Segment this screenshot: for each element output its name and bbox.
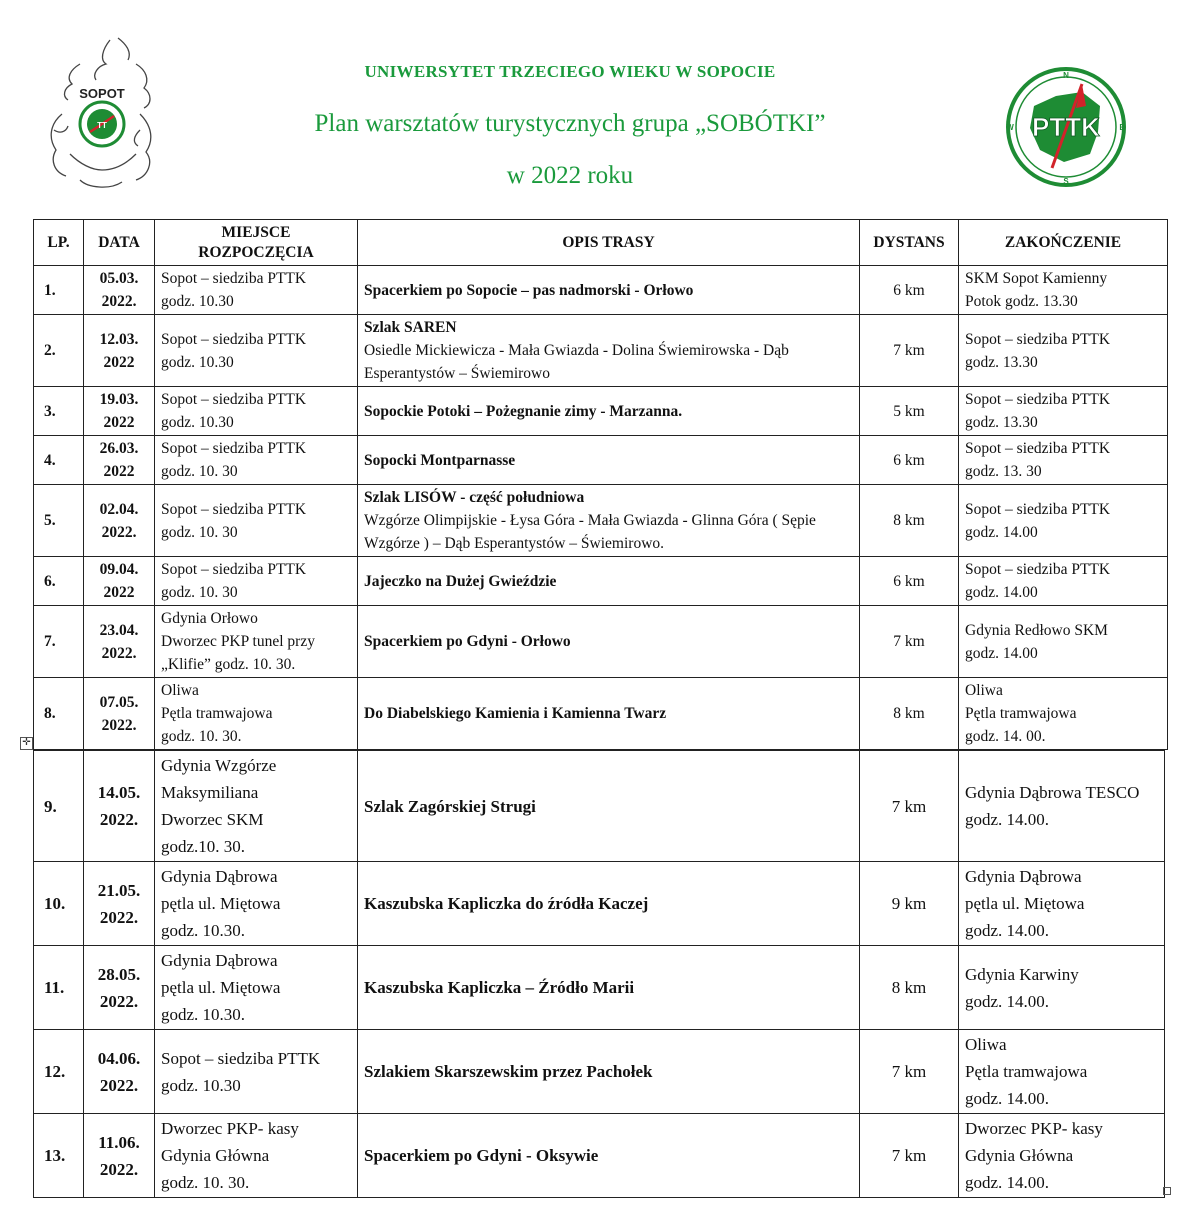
route-title: Spacerkiem po Sopocie – pas nadmorski - Orłowo [364, 281, 694, 299]
row-route [358, 1030, 860, 1114]
row-end-place: Gdynia Dąbrowa TESCO godz. 14.00. [959, 751, 1165, 862]
row-distance: 7 km [860, 315, 959, 387]
compass-s-label: S [1063, 177, 1069, 186]
row-start-place: Sopot – siedziba PTTK godz. 10. 30 [155, 557, 358, 606]
row-end-place: Sopot – siedziba PTTK godz. 13.30 [959, 315, 1168, 387]
row-distance: 8 km [860, 946, 959, 1030]
row-lp: 1. [34, 266, 84, 315]
route-description: Osiedle Mickiewicza - Mała Gwiazda - Dolina Świemirowska - Dąb Esperantystów – Świemirowo [364, 342, 789, 382]
row-route [358, 946, 860, 1030]
pttk-logo-text: PTTK [1032, 112, 1100, 142]
row-end-place: SKM Sopot Kamienny Potok godz. 13.30 [959, 266, 1168, 315]
col-header-lp: LP. [34, 220, 84, 266]
table-row [34, 436, 1168, 485]
row-route [358, 485, 860, 557]
table-row [34, 1114, 1165, 1198]
row-lp: 6. [34, 557, 84, 606]
row-route [358, 678, 860, 750]
row-distance: 7 km [860, 1030, 959, 1114]
table-row [34, 678, 1168, 750]
row-start-place: Sopot – siedziba PTTK godz. 10.30 [155, 315, 358, 387]
route-title: Jajeczko na Dużej Gwieździe [364, 572, 557, 590]
route-title: Kaszubska Kapliczka do źródła Kaczej [364, 894, 649, 913]
document-title: Plan warsztatów turystycznych grupa „SOBÓTKI” [314, 110, 826, 137]
table-row [34, 946, 1165, 1030]
row-end-place: Dworzec PKP- kasy Gdynia Główna godz. 14.00. [959, 1114, 1165, 1198]
table-row [34, 606, 1168, 678]
row-distance: 7 km [860, 751, 959, 862]
row-route [358, 751, 860, 862]
row-date: 07.05. 2022. [84, 678, 155, 750]
row-end-place: Sopot – siedziba PTTK godz. 14.00 [959, 485, 1168, 557]
row-date: 19.03. 2022 [84, 387, 155, 436]
row-lp: 5. [34, 485, 84, 557]
route-title: Spacerkiem po Gdyni - Oksywie [364, 1146, 599, 1165]
pttk-logo [1004, 66, 1128, 188]
row-date: 23.04. 2022. [84, 606, 155, 678]
row-lp: 12. [34, 1030, 84, 1114]
col-header-date: DATA [84, 220, 155, 266]
row-lp: 3. [34, 387, 84, 436]
compass-n-label: N [1063, 71, 1069, 80]
route-description: Wzgórze Olimpijskie - Łysa Góra - Mała Gwiazda - Glinna Góra ( Sępie Wzgórze ) – Dąb Esperantystów – Świemirowo. [364, 512, 816, 552]
svg-text:TT: TT [97, 121, 107, 130]
row-end-place: Sopot – siedziba PTTK godz. 14.00 [959, 557, 1168, 606]
row-start-place: Gdynia Wzgórze Maksymiliana Dworzec SKM godz.10. 30. [155, 751, 358, 862]
table-row [34, 387, 1168, 436]
row-distance: 8 km [860, 485, 959, 557]
move-cross-icon[interactable]: ✛ [20, 737, 33, 750]
compass-w-label: W [1006, 123, 1014, 132]
schedule-table-part1 [33, 219, 1168, 750]
row-distance: 9 km [860, 862, 959, 946]
row-end-place: Sopot – siedziba PTTK godz. 13.30 [959, 387, 1168, 436]
row-distance: 7 km [860, 1114, 959, 1198]
row-date: 11.06. 2022. [84, 1114, 155, 1198]
table-resize-handle[interactable] [1163, 1187, 1171, 1195]
route-title: Sopockie Potoki – Pożegnanie zimy - Marzanna. [364, 402, 683, 420]
row-end-place: Sopot – siedziba PTTK godz. 13. 30 [959, 436, 1168, 485]
table-row [34, 751, 1165, 862]
row-date: 09.04. 2022 [84, 557, 155, 606]
col-header-start: MIEJSCE ROZPOCZĘCIA [155, 220, 358, 266]
row-date: 14.05. 2022. [84, 751, 155, 862]
row-lp: 7. [34, 606, 84, 678]
route-title: Kaszubska Kapliczka – Źródło Marii [364, 978, 635, 997]
row-start-place: Sopot – siedziba PTTK godz. 10. 30 [155, 436, 358, 485]
row-route [358, 436, 860, 485]
schedule-table-part2 [33, 750, 1165, 1198]
row-lp: 13. [34, 1114, 84, 1198]
row-date: 02.04. 2022. [84, 485, 155, 557]
row-start-place: Sopot – siedziba PTTK godz. 10.30 [155, 1030, 358, 1114]
row-date: 12.03. 2022 [84, 315, 155, 387]
row-start-place: Sopot – siedziba PTTK godz. 10.30 [155, 387, 358, 436]
route-title: Do Diabelskiego Kamienia i Kamienna Twarz [364, 705, 667, 722]
table-row [34, 485, 1168, 557]
row-distance: 6 km [860, 266, 959, 315]
route-title: Sopocki Montparnasse [364, 451, 516, 469]
row-lp: 11. [34, 946, 84, 1030]
table-row [34, 862, 1165, 946]
row-start-place: Gdynia Dąbrowa pętla ul. Miętowa godz. 10.30. [155, 946, 358, 1030]
row-distance: 5 km [860, 387, 959, 436]
row-date: 26.03. 2022 [84, 436, 155, 485]
route-title: Spacerkiem po Gdyni - Orłowo [364, 633, 571, 650]
row-start-place: Gdynia Dąbrowa pętla ul. Miętowa godz. 10.30. [155, 862, 358, 946]
row-end-place: Gdynia Dąbrowa pętla ul. Miętowa godz. 14.00. [959, 862, 1165, 946]
row-start-place: Gdynia Orłowo Dworzec PKP tunel przy „Klifie” godz. 10. 30. [155, 606, 358, 678]
table-row [34, 266, 1168, 315]
col-header-end: ZAKOŃCZENIE [959, 220, 1168, 266]
table-header-row [34, 220, 1168, 266]
table-row [34, 557, 1168, 606]
document-year: w 2022 roku [506, 162, 634, 189]
row-end-place: Gdynia Karwiny godz. 14.00. [959, 946, 1165, 1030]
route-title: Szlak SAREN [364, 319, 457, 336]
row-date: 28.05. 2022. [84, 946, 155, 1030]
row-route [358, 862, 860, 946]
row-start-place: Oliwa Pętla tramwajowa godz. 10. 30. [155, 678, 358, 750]
sopot-logo [40, 34, 162, 194]
col-header-distance: DYSTANS [860, 220, 959, 266]
row-route [358, 315, 860, 387]
compass-e-label: E [1119, 123, 1125, 132]
route-title: Szlakiem Skarszewskim przez Pachołek [364, 1062, 653, 1081]
row-lp: 8. [34, 678, 84, 750]
row-date: 21.05. 2022. [84, 862, 155, 946]
col-header-route: OPIS TRASY [358, 220, 860, 266]
row-distance: 8 km [860, 678, 959, 750]
row-route [358, 606, 860, 678]
row-lp: 4. [34, 436, 84, 485]
route-title: Szlak LISÓW - część południowa [364, 489, 585, 506]
row-route [358, 557, 860, 606]
row-route [358, 387, 860, 436]
row-start-place: Sopot – siedziba PTTK godz. 10. 30 [155, 485, 358, 557]
row-date: 04.06. 2022. [84, 1030, 155, 1114]
university-name: UNIWERSYTET TRZECIEGO WIEKU W SOPOCIE [364, 62, 776, 81]
row-end-place: Oliwa Pętla tramwajowa godz. 14.00. [959, 1030, 1165, 1114]
sopot-logo-text: SOPOT [79, 86, 125, 101]
row-distance: 6 km [860, 436, 959, 485]
row-date: 05.03. 2022. [84, 266, 155, 315]
table-row [34, 1030, 1165, 1114]
row-start-place: Dworzec PKP- kasy Gdynia Główna godz. 10. 30. [155, 1114, 358, 1198]
row-distance: 6 km [860, 557, 959, 606]
row-end-place: Gdynia Redłowo SKM godz. 14.00 [959, 606, 1168, 678]
row-lp: 10. [34, 862, 84, 946]
row-route [358, 266, 860, 315]
row-route [358, 1114, 860, 1198]
row-distance: 7 km [860, 606, 959, 678]
table-row [34, 315, 1168, 387]
row-lp: 9. [34, 751, 84, 862]
row-start-place: Sopot – siedziba PTTK godz. 10.30 [155, 266, 358, 315]
row-lp: 2. [34, 315, 84, 387]
row-end-place: Oliwa Pętla tramwajowa godz. 14. 00. [959, 678, 1168, 750]
route-title: Szlak Zagórskiej Strugi [364, 796, 536, 816]
